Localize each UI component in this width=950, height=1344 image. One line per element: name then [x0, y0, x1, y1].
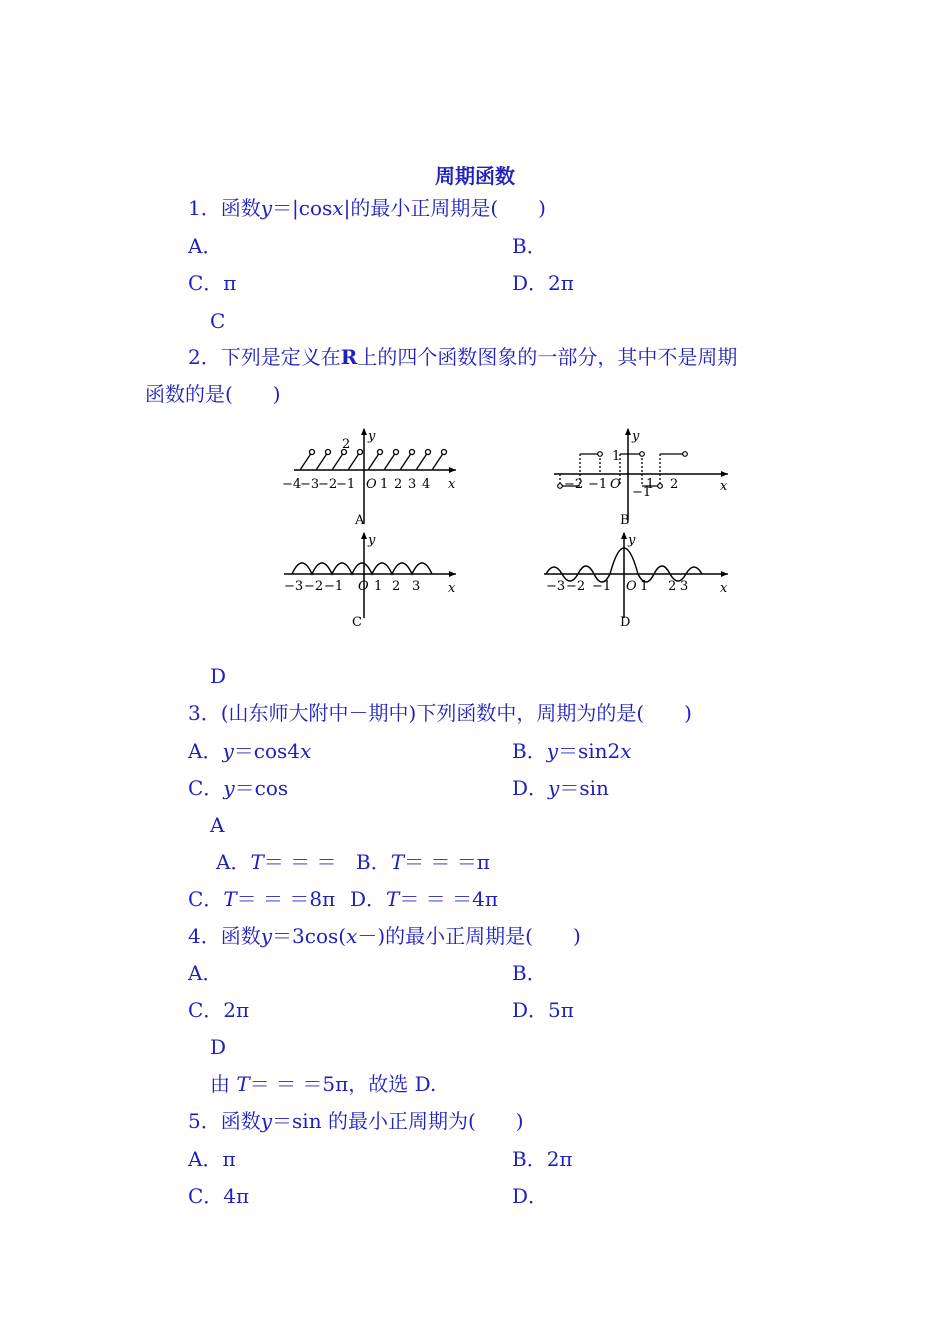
q2-stem-line2: 函数的是( ) [145, 382, 281, 406]
q3-option-b: B．y＝sin2x [512, 739, 632, 763]
q3-solution-a: A．T＝ ＝ ＝ [216, 850, 337, 874]
fig-b-tick: 1 [646, 477, 655, 492]
fig-b-origin: O [610, 477, 621, 492]
fig-b-y-tick-neg: −1 [632, 485, 652, 500]
fig-a-tick: 1 [380, 477, 389, 492]
q3-solution-b: B．T＝ ＝ ＝π [356, 850, 490, 874]
q4-option-b: B． [512, 961, 547, 985]
fig-b-x-axis-label: x [720, 479, 728, 494]
fig-b-y-tick-pos: 1 [612, 449, 621, 464]
fig-d-tick: −3 [546, 579, 566, 594]
q3-option-a: A．y＝cos4x [188, 739, 312, 763]
q1-answer: C [210, 309, 226, 333]
fig-a-tick: 3 [408, 477, 417, 492]
q1-option-c: C．π [188, 271, 237, 295]
q1-stem: 1．函数y＝|cosx|的最小正周期是( ) [188, 196, 546, 220]
fig-a-label: A [355, 513, 365, 528]
q5-option-b: B．2π [512, 1147, 573, 1171]
q1-option-d: D．2π [512, 271, 574, 295]
figure-a [276, 424, 466, 534]
figure-d [540, 528, 735, 638]
fig-c-y-axis-label: y [368, 533, 376, 548]
q4-option-a: A． [188, 961, 223, 985]
q5-option-c: C．4π [188, 1184, 250, 1208]
q4-answer: D [210, 1035, 227, 1059]
fig-c-tick: 2 [392, 579, 401, 594]
q4-option-d: D．5π [512, 998, 574, 1022]
fig-a-tick: −3 [300, 477, 320, 492]
fig-d-origin: O [626, 579, 637, 594]
fig-d-tick: 1 [640, 579, 649, 594]
q1-option-a: A． [188, 234, 223, 258]
fig-d-x-axis-label: x [720, 581, 728, 596]
fig-d-label: D [620, 615, 631, 630]
fig-d-tick: 3 [680, 579, 689, 594]
fig-d-tick: 2 [668, 579, 677, 594]
q5-option-d: D． [512, 1184, 549, 1208]
q5-option-a: A．π [188, 1147, 236, 1171]
fig-c-tick: −2 [304, 579, 324, 594]
q4-stem: 4．函数y＝3cos(x－)的最小正周期是( ) [188, 924, 581, 948]
fig-a-tick: −2 [318, 477, 338, 492]
fig-a-origin: O [366, 477, 377, 492]
fig-d-tick: −1 [592, 579, 612, 594]
fig-a-tick: 4 [422, 477, 431, 492]
fig-c-tick: 1 [374, 579, 383, 594]
fig-b-y-axis-label: y [632, 429, 640, 444]
fig-c-label: C [352, 615, 362, 630]
q3-option-d: D．y＝sin [512, 776, 609, 800]
fig-a-y-tick: 2 [342, 437, 351, 452]
figure-c [276, 528, 466, 638]
q3-answer: A [210, 813, 225, 837]
q3-solution-d: D．T＝ ＝ ＝4π [350, 887, 498, 911]
fig-a-tick: −4 [282, 477, 302, 492]
fig-a-tick: −1 [336, 477, 356, 492]
fig-b-tick: 2 [670, 477, 679, 492]
fig-b-tick: −2 [564, 477, 584, 492]
fig-b-label: B [620, 513, 630, 528]
q3-option-c: C．y＝cos [188, 776, 289, 800]
fig-c-tick: −3 [284, 579, 304, 594]
fig-a-y-axis-label: y [368, 429, 376, 444]
q5-stem: 5．函数y＝sin 的最小正周期为( ) [188, 1109, 524, 1133]
fig-a-x-axis-label: x [448, 477, 456, 492]
fig-d-y-axis-label: y [628, 533, 636, 548]
q2-answer: D [210, 664, 227, 688]
q1-option-b: B． [512, 234, 547, 258]
fig-b-tick: −1 [588, 477, 608, 492]
page-title: 周期函数 [435, 164, 515, 188]
q2-stem-line1: 2．下列是定义在R上的四个函数图象的一部分，其中不是周期 [188, 345, 738, 369]
figure-b [550, 424, 735, 534]
fig-c-tick: 3 [412, 579, 421, 594]
fig-c-tick: −1 [324, 579, 344, 594]
q3-stem: 3．(山东师大附中－期中)下列函数中，周期为的是( ) [188, 701, 692, 725]
fig-c-origin: O [358, 579, 369, 594]
q4-option-c: C．2π [188, 998, 250, 1022]
q4-solution: 由 T＝ ＝ ＝5π，故选 D. [210, 1072, 437, 1096]
q3-solution-c: C．T＝ ＝ ＝8π [188, 887, 336, 911]
fig-c-x-axis-label: x [448, 581, 456, 596]
fig-a-tick: 2 [394, 477, 403, 492]
fig-d-tick: −2 [566, 579, 586, 594]
